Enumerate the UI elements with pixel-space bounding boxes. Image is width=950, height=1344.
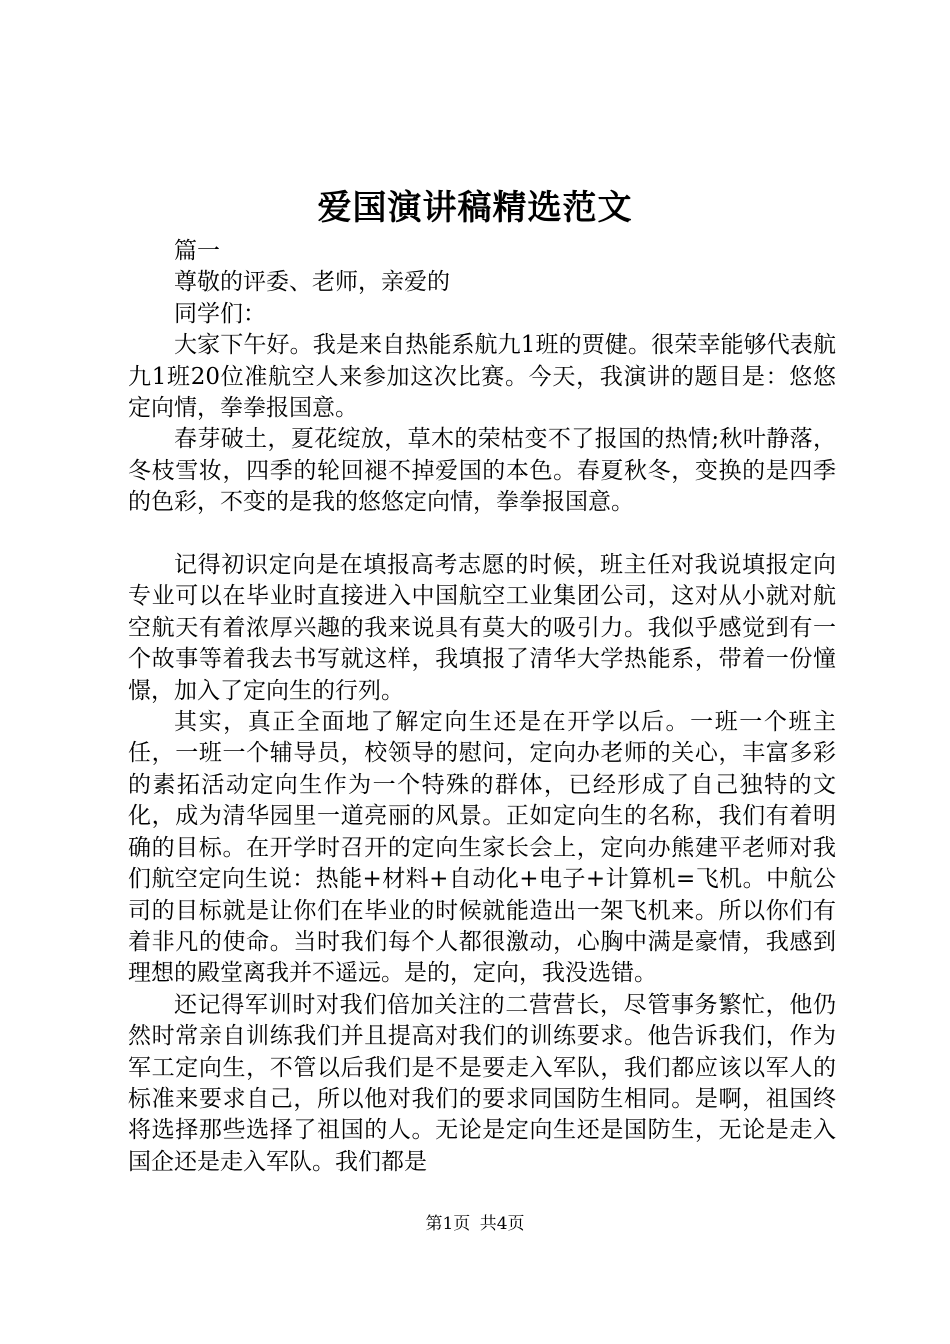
document-body — [128, 236, 836, 1178]
paragraph-4: 其实，真正全面地了解定向生还是在开学以后。一班一个班主任，一班一个辅导员，校领导的慰问，定向办老师的关心，丰富多彩的素拓活动定向生作为一个特殊的群体，已经形成了自己独特的文化，成为清华园里一道亮丽的风景。正如定向生的名称，我们有着明确的目标。在开学时召开的定向生家长会上，定向办熊建平老师对我们航空定向生说：热能+材料+自动化+电子+计算机=飞机。中航公司的目标就是让你们在毕业的时候就能造出一架飞机来。所以你们有着非凡的使命。当时我们每个人都很激动，心胸中满是豪情，我感到理想的殿堂离我并不遥远。是的，定向，我没选错。 — [128, 709, 836, 987]
section-heading: 篇一 — [174, 238, 220, 264]
page-total: 共4页 — [479, 1214, 525, 1234]
salutation-line-2: 同学们： — [174, 300, 266, 327]
paragraph-5: 还记得军训时对我们倍加关注的二营营长，尽管事务繁忙，他仍然时常亲自训练我们并且提高对我们的训练要求。他告诉我们，作为军工定向生，不管以后我们是不是要走入军队，我们都应该以军人的标准来要求自己，所以他对我们的要求同国防生相同。是啊，祖国终将选择那些选择了祖国的人。无论是定向生还是国防生，无论是走入国企还是走入军队。我们都是 — [128, 991, 836, 1175]
paragraph-1: 大家下午好。我是来自热能系航九1班的贾健。很荣幸能够代表航九1班20位准航空人来参加这次比赛。今天，我演讲的题目是：悠悠定向情，拳拳报国意。 — [128, 332, 836, 422]
document-title: 爱国演讲稿精选范文 — [317, 188, 633, 228]
salutation-line-1: 尊敬的评委、老师，亲爱的 — [174, 269, 450, 296]
paragraph-3: 记得初识定向是在填报高考志愿的时候，班主任对我说填报定向专业可以在毕业时直接进入中国航空工业集团公司，这对从小就对航空航天有着浓厚兴趣的我来说具有莫大的吸引力。我似乎感觉到有一个故事等着我去书写就这样，我填报了清华大学热能系，带着一份憧憬，加入了定向生的行列。 — [128, 552, 836, 704]
page-number: 第1页 — [425, 1214, 471, 1234]
page-footer — [0, 1212, 950, 1236]
paragraph-2: 春芽破土，夏花绽放，草木的荣枯变不了报国的热情;秋叶静落，冬枝雪妆，四季的轮回褪不掉爱国的本色。春夏秋冬，变换的是四季的色彩，不变的是我的悠悠定向情，拳拳报国意。 — [128, 426, 836, 516]
blank-line — [128, 519, 836, 550]
